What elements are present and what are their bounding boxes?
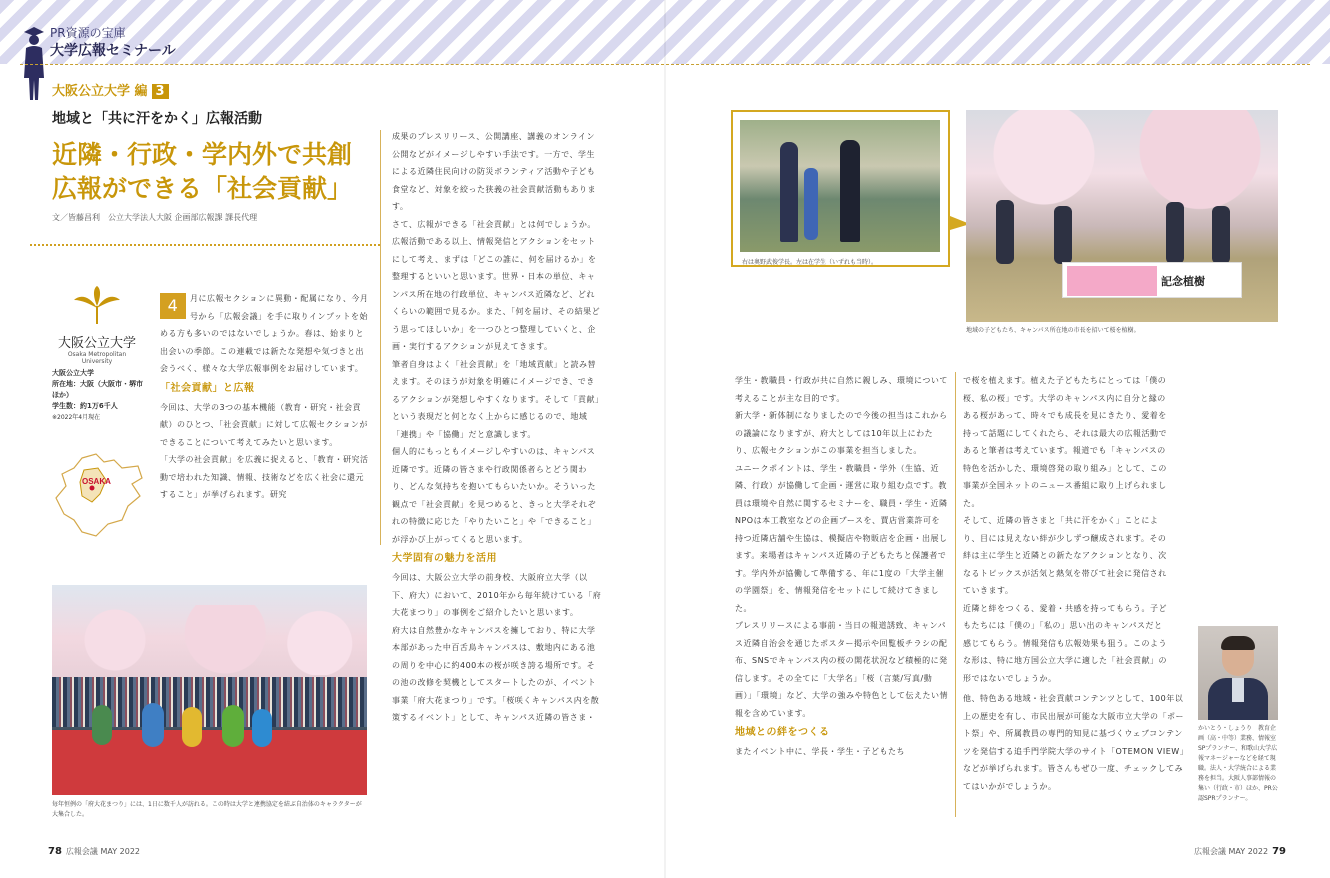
mascot <box>142 703 164 747</box>
paragraph: 成果のプレスリリース、公開講座、講義のオンライン公開などがイメージしやすい手法です。一方で、学生による近隣住民向けの防災ボランティア活動や子ども食堂など、対象を絞った狭義の社会貢献活動もあります。 <box>392 132 596 211</box>
info-students: 学生数：約1万6千人 <box>52 402 118 410</box>
paragraph: ユニークポイントは、学生・教職員・学外（生協、近隣、行政）が協働して企画・運営に取り組む点です。教員は環境や自然に関するセミナーを、職員・学生・近隣NPOは本工教室などの企画ブースを、賈店営業許可を持つ近隣店舗や生協は、模擬店や物販店を企画・出展します。来場者はキャンパス近隣の子どもたちと保護者です。学内外が協働して準備する、年に1度の「大学主催の学園祭」を、情報発信をセットにして続けてきました。 <box>735 463 948 613</box>
section-heading: 大学固有の魅力を活用 <box>392 553 497 564</box>
section-heading: 地域との絆をつくる <box>735 727 830 738</box>
paragraph: 今回は、大学の3つの基本機能（教育・研究・社会貢献）のひとつ、「社会貢献」に対して広報セクションができることについて考えてみたいと思います。 <box>160 402 368 447</box>
heading-divider <box>30 244 380 246</box>
paragraph: 個人的にもっともイメージしやすいのは、キャンパス近隣です。近隣の皆さまや行政関係者らとどう関わり、どんな気持ちを抱いてもらいたいか。そういった観点で「社会貢献」を見つめると、きっと大学それぞれの特徴に応じた「やりたいこと」や「できること」が浮かび上がってくると思います。 <box>392 447 596 544</box>
sign-text: 記念植樹 <box>1161 275 1205 288</box>
mascot <box>252 709 272 747</box>
paragraph: 近隣と絆をつくる、愛着・共感を持ってもらう。子どもたちには「僕の」「私の」思い出のキャンパスだと感じてもらう。情報発信も広報効果も狙う。このような形は、特に地方国公立大学に適した「社会貢献」の形ではないでしょうか。 <box>963 603 1167 683</box>
person <box>780 142 798 242</box>
paragraph: またイベント中に、学長・学生・子どもたち <box>735 747 905 756</box>
page-number-right: 79 <box>1272 846 1286 857</box>
paragraph: 月に広報セクションに異動・配属になり、今月号から「広報会議」を手に取りインプットを始める方も多いのではないでしょうか。春は、始まりと出会いの季節。この連載では新たな発想や気づきと出会うべく、様々な大学広報事例をお届けしています。 <box>160 294 369 373</box>
chapter-text: 大阪公立大学 編 <box>52 84 148 99</box>
mascot <box>92 705 112 745</box>
byline: 文／皆藤昌利 公立大学法人大阪 企画部広報課 課長代理 <box>52 213 258 222</box>
page-number-left: 78 <box>48 846 62 857</box>
paragraph: プレスリリースによる事前・当日の報道誘致、キャンパス近隣自治会を通じたポスター掲示や回覧板チラシの配布、SNSでキャンパス内の桜の開花状況など積極的に発信します。その全てに「大学名」「桜（言葉/写真/動画）」「環境」など、大学の強みや特色として伝えたい情報を含めています。 <box>735 621 948 718</box>
map-label: OSAKA <box>82 477 111 486</box>
person <box>1054 206 1072 264</box>
paragraph: 筆者自身はよく「社会貢献」を「地域貢献」と読み替えます。そのほうが対象を明確にイメージでき、できるアクションが発想しやすくなります。そして「貢献」という表現だと何となく上からに感じるので、地域「連携」や「協働」だと意識します。 <box>392 359 600 439</box>
body-column-2 <box>392 128 602 727</box>
paragraph: 「大学の社会貢献」を広義に捉えると、「教育・研究活動で培われた知識、情報、技術などを広く社会に還元すること」が挙げられます。研究 <box>160 455 369 499</box>
mascot <box>182 707 202 747</box>
body-column-4 <box>963 372 1168 687</box>
series-label: PR資源の宝庫 <box>50 26 126 40</box>
info-location: 所在地：大阪（大阪市・堺市ほか） <box>52 380 143 399</box>
author-hair <box>1221 636 1255 650</box>
paragraph: 今回は、大阪公立大学の前身校、大阪府立大学（以下、府大）において、2010年から毎年続けている「府大花まつり」の事例をご紹介したいと思います。 <box>392 573 602 617</box>
author-bio: かいとう・しょうり 教育企画（高・中等）業務、情報室SPプランナー、和歌山大学広報マネージャーなどを経て現職。法人・大学統合による業務を担当。大阪人事部情報の集い（行政・市）ほか、PR公認SPRプランナー。 <box>1198 725 1278 802</box>
mascot <box>222 705 244 747</box>
author-shirt <box>1232 678 1244 702</box>
folio-left <box>44 846 140 857</box>
university-name-en: Osaka Metropolitan University <box>67 351 127 365</box>
dropcap: 4 <box>160 293 186 319</box>
cherry-trees <box>52 605 367 675</box>
paragraph: さて、広報ができる「社会貢献」とは何でしょうか。広報活動である以上、情報発信とアクションをセットにして考え、まずは「どこの誰に、何を届けるか」を整理するといいと思います。世界・日本の単位、キャンパス所在地の行政単位、キャンパス近隣など、どれくらいの範囲で見るか。また、「何を届け、その結果どう思ってほしいか」を一つひとつ整理していくと、企画・実行するアクションが見えてきます。 <box>392 219 601 351</box>
paragraph: 府大は自然豊かなキャンパスを擁しており、特に大学本部があった中百舌鳥キャンパスは、敷地内にある池の周りを中心に約400本の桜が咲き誇る場所です。その池の改修を契機としてスタートしたのが、イベント事業「府大花まつり」です。「桜咲くキャンパス内を散策するイベント」として、キャンパス近隣の皆さま・ <box>392 625 600 722</box>
article-headline <box>52 138 352 206</box>
child <box>804 168 818 240</box>
section-heading: 「社会貢献」と広報 <box>160 382 255 394</box>
headline-line-1: 近隣・行政・学内外で共創 <box>52 140 353 169</box>
festival-photo <box>52 585 367 795</box>
series-title: 大学広報セミナール <box>50 43 176 59</box>
person <box>996 200 1014 264</box>
person <box>840 140 860 242</box>
magazine-title-right: 広報会議 MAY 2022 <box>1193 847 1269 856</box>
person <box>1166 202 1184 264</box>
folio-right <box>1194 846 1290 857</box>
university-info <box>52 368 147 423</box>
president-photo <box>740 120 940 252</box>
column-rule <box>955 372 956 817</box>
university-name-jp: 大阪公立大学 <box>57 336 136 351</box>
body-column-4-lower <box>963 690 1191 795</box>
paragraph: で桜を植えます。植えた子どもたちにとっては「僕の桜、私の桜」です。大学のキャンパス内に自分と縁のある桜があって、時々でも成長を見にきたり、愛着を持って話題にしてくれたら、それは最大の広報活動であると筆者は考えています。報道でも「キャンパスの特色を活かした、環境啓発の取り組み」として、この事業が全国ネットのニュース番組に取り上げられました。 <box>963 376 1167 508</box>
person <box>1212 206 1230 264</box>
sign-pink-panel <box>1067 266 1157 296</box>
paragraph: 学生・教職員・行政が共に自然に親しみ、環境について考えることが主な目的です。 <box>735 376 948 403</box>
paragraph: そして、近隣の皆さまと「共に汗をかく」ことにより、目には見えない絆が少しずつ醸成されます。その絆は主に学生と近隣との新たなアクションとなり、次なるトピックスが活気と熱気を帯びて社会に発信されていきます。 <box>963 516 1167 595</box>
university-logo <box>52 286 142 365</box>
caption-president: 右は奥野武俊学長。左は在学生（いずれも当時）。 <box>742 259 878 266</box>
info-date: ※2022年4月現在 <box>52 414 101 421</box>
planting-sign <box>1062 262 1242 298</box>
article-subtitle: 地域と「共に汗をかく」広報活動 <box>52 111 262 127</box>
info-name: 大阪公立大学 <box>52 369 94 377</box>
headline-line-2: 広報ができる「社会貢献」 <box>52 174 353 203</box>
magazine-title-left: 広報会議 MAY 2022 <box>65 847 141 856</box>
page-gutter <box>664 0 666 878</box>
caption-festival: 毎年恒例の「府大花まつり」には、1日に数千人が訪れる。この時は大学と連携協定を結ぶ自治体のキャラクターが大集合した。 <box>52 801 362 818</box>
osaka-map <box>52 450 147 540</box>
ginkgo-logo-icon <box>72 286 122 326</box>
header-divider <box>20 64 1310 65</box>
column-rule <box>380 130 381 545</box>
author-photo <box>1198 626 1278 720</box>
body-column-3 <box>735 372 948 761</box>
paragraph: 他、特色ある地域・社会貢献コンテンツとして、100年以上の歴史を有し、市民出展が可能な大阪市立大学の「ポート祭」や、所属教員の専門的知見に基づくウェブコンテンツを発信する追手門学院大学のサイト「OTEMON VIEW」などが挙げられます。皆さんもぜひ一度、チェックしてみてはいかがでしょうか。 <box>963 694 1189 791</box>
paragraph: 新大学・新体制になりましたので今後の担当はこれからの議論になりますが、府大としては10年以上にわたり、広報セクションがこの事業を担当しました。 <box>735 411 948 455</box>
caption-planting: 地域の子どもたち、キャンパス所在地の市長を招いて桜を植樹。 <box>966 327 1140 334</box>
chapter-number: 3 <box>152 84 169 99</box>
chapter-label <box>52 80 169 99</box>
body-column-1 <box>160 290 372 504</box>
